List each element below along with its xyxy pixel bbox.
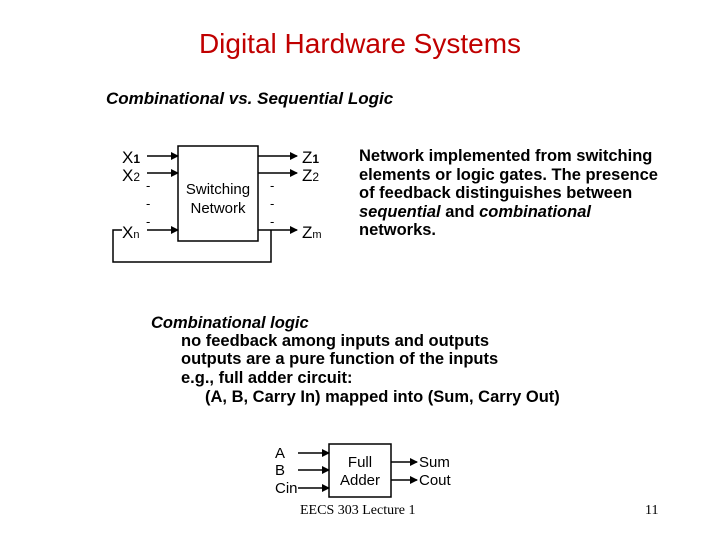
input-dash-3: - [146,214,151,229]
input-label-x2: X2 [122,166,141,185]
adder-box-label-2: Adder [339,472,381,489]
output-label-z2: Z2 [302,166,320,185]
slide-subtitle: Combinational vs. Sequential Logic [106,89,394,108]
combinational-item: e.g., full adder circuit: [181,369,353,387]
input-dash-1: - [146,178,151,193]
network-description-emphasis-combinational: combinational [479,202,591,221]
output-label-zm: Zm [302,223,322,242]
network-description-text-1: Network implemented from switching elements or logic gates. The presence of feedback distinguishes between [359,147,658,202]
slide-footer: EECS 303 Lecture 1 [300,503,416,518]
adder-output-sum: Sum [419,454,450,471]
network-description-emphasis-sequential: sequential [359,202,441,221]
adder-input-a: A [275,445,286,462]
output-dash-1: - [270,178,275,193]
adder-box-label-1: Full [347,454,373,471]
input-dash-2: - [146,196,151,211]
adder-input-b: B [275,462,286,479]
input-label-xn: Xn [122,223,140,242]
adder-output-cout: Cout [419,472,451,489]
output-dash-3: - [270,214,275,229]
combinational-item: outputs are a pure function of the inputs [181,350,499,368]
output-label-z1: Z1 [302,148,320,167]
network-description-text-2: and [440,202,480,221]
combinational-item: no feedback among inputs and outputs [181,332,490,350]
switching-box-label-1: Switching [185,181,251,198]
network-description [359,147,659,240]
switching-box-label-2: Network [190,200,246,217]
output-dash-2: - [270,196,275,211]
input-label-x1: X1 [122,148,141,167]
page-number: 11 [645,503,659,518]
combinational-heading: Combinational logic [151,314,309,332]
slide-title: Digital Hardware Systems [198,28,522,59]
network-description-text-3: networks. [359,221,437,239]
adder-input-cin: Cin [275,480,298,497]
combinational-sub-item: (A, B, Carry In) mapped into (Sum, Carry Out) [205,388,560,406]
